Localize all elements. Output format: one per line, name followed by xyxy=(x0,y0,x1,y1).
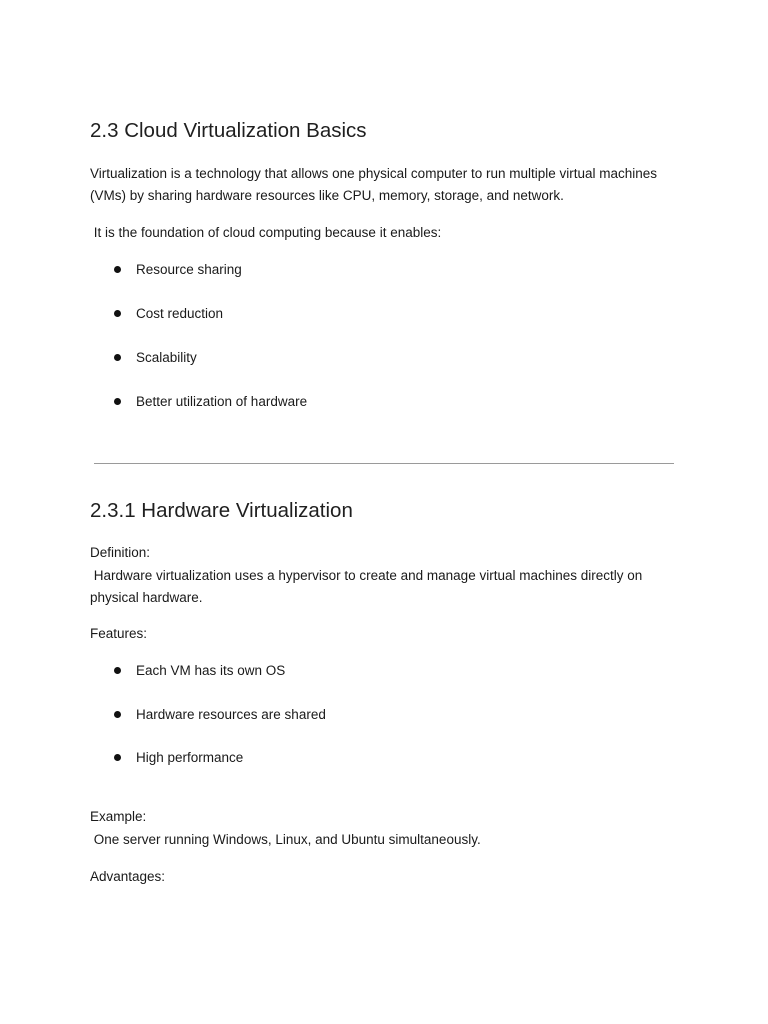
intro-paragraph-line-2: (VMs) by sharing hardware resources like CPU, memory, storage, and network. xyxy=(90,188,564,203)
bullet-icon xyxy=(114,354,121,361)
list-item-text: Resource sharing xyxy=(136,262,242,277)
list-item-text: Hardware resources are shared xyxy=(136,707,326,722)
advantages-label: Advantages: xyxy=(90,869,166,884)
horizontal-divider xyxy=(94,463,674,464)
definition-label: Definition: xyxy=(90,545,151,560)
features-label: Features: xyxy=(90,626,148,641)
section-heading: 2.3 Cloud Virtualization Basics xyxy=(90,119,367,142)
bullet-icon xyxy=(114,398,121,405)
list-item-text: Cost reduction xyxy=(136,306,224,321)
bullet-icon xyxy=(114,266,121,273)
bullet-icon xyxy=(114,310,121,317)
intro-paragraph-line-1: Virtualization is a technology that allows one physical computer to run multiple virtual machines xyxy=(90,166,658,181)
bullet-icon xyxy=(114,711,121,718)
list-item-text: Scalability xyxy=(136,350,197,365)
list-item-text: High performance xyxy=(136,750,244,765)
subsection-heading: 2.3.1 Hardware Virtualization xyxy=(90,499,353,522)
bullet-icon xyxy=(114,754,121,761)
list-item-text: Each VM has its own OS xyxy=(136,663,286,678)
list-item-text: Better utilization of hardware xyxy=(136,394,308,409)
example-label: Example: xyxy=(90,809,147,824)
lead-paragraph: It is the foundation of cloud computing because it enables: xyxy=(90,225,442,240)
definition-text-line-2: physical hardware. xyxy=(90,590,203,605)
definition-text-line-1: Hardware virtualization uses a hypervisor to create and manage virtual machines directly on xyxy=(90,568,643,583)
example-text: One server running Windows, Linux, and Ubuntu simultaneously. xyxy=(90,832,481,847)
bullet-icon xyxy=(114,667,121,674)
